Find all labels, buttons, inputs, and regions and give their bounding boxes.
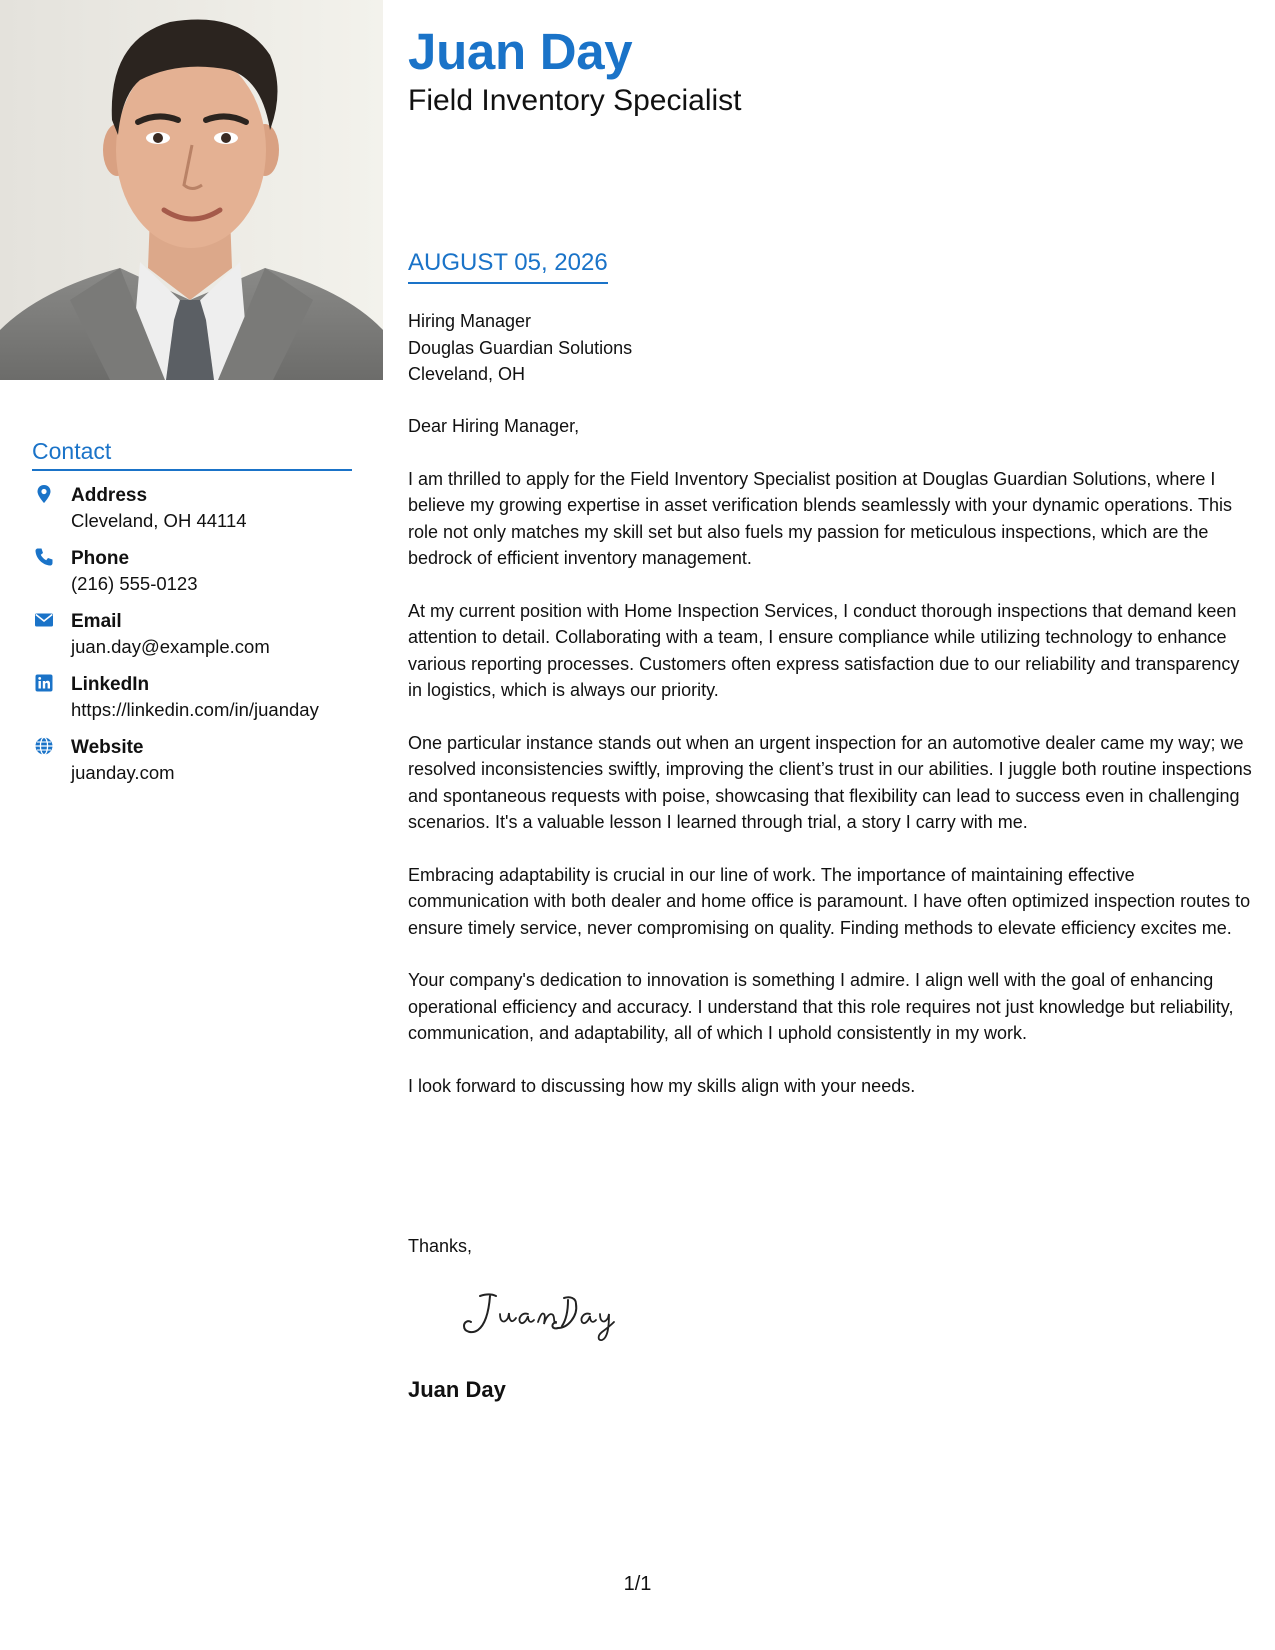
contact-label: Phone	[71, 548, 130, 569]
phone-icon	[34, 547, 54, 567]
contact-label: Website	[71, 737, 144, 758]
profile-photo	[0, 0, 383, 380]
paragraph: One particular instance stands out when an urgent inspection for an automotive dealer came my way; we resolved inconsistencies swiftly, improving the client’s trust in our abilities. I juggle both routine inspections and spontaneous requests with poise, showcasing that flexibility can lead to success even in challenging scenarios. It's a valuable lesson I learned through trial, a story I carry with me.	[408, 732, 1252, 833]
closing: Thanks,	[408, 1236, 473, 1256]
paragraph: I am thrilled to apply for the Field Inventory Specialist position at Douglas Guardian Solutions, where I believe my growing expertise in asset verification blends seamlessly with your dynamic operations. This role not only matches my skill set but also fuels my passion for meticulous inspections, which are the bedrock of efficient inventory management.	[408, 468, 1233, 569]
signer-name: Juan Day	[408, 1377, 506, 1402]
email-link[interactable]: juan.day@example.com	[71, 636, 270, 657]
map-pin-icon	[34, 484, 54, 504]
letter-body	[408, 413, 1253, 1126]
linkedin-link[interactable]: https://linkedin.com/in/juanday	[71, 699, 319, 720]
linkedin-icon	[34, 673, 54, 693]
contact-section	[32, 436, 352, 798]
contact-label: Email	[71, 611, 122, 632]
recipient-company: Douglas Guardian Solutions	[408, 337, 633, 358]
globe-icon	[34, 736, 54, 756]
contact-item-address	[32, 483, 352, 546]
paragraph: Embracing adaptability is crucial in our line of work. The importance of maintaining effective communication with both dealer and home office is paramount. I have often optimized inspection routes to ensure timely service, never compromising on quality. Finding methods to elevate efficiency excites me.	[408, 864, 1251, 938]
applicant-name: Juan Day	[408, 23, 633, 80]
contact-item-linkedin	[32, 672, 352, 735]
paragraph: At my current position with Home Inspection Services, I conduct thorough inspections that demand keen attention to detail. Collaborating with a team, I ensure compliance while utilizing technology to enhance various reporting processes. Customers often express satisfaction due to our reliability and transparency in logistics, which is always our priority.	[408, 600, 1240, 701]
paragraph: I look forward to discussing how my skills align with your needs.	[408, 1076, 916, 1097]
contact-list	[32, 483, 352, 798]
recipient-title: Hiring Manager	[408, 311, 532, 331]
contact-item-website	[32, 735, 352, 798]
website-link[interactable]: juanday.com	[71, 762, 175, 783]
job-title: Field Inventory Specialist	[408, 84, 742, 117]
contact-label: Address	[71, 485, 148, 506]
letter-date: AUGUST 05, 2026	[408, 248, 608, 284]
contact-item-phone	[32, 546, 352, 609]
address-value: Cleveland, OH 44114	[71, 510, 247, 531]
contact-heading: Contact	[32, 436, 352, 471]
page-number: 1/1	[623, 1573, 652, 1595]
recipient-block	[408, 308, 632, 388]
recipient-location: Cleveland, OH	[408, 364, 526, 384]
portrait-photo	[0, 0, 383, 380]
contact-label: LinkedIn	[71, 674, 150, 695]
paragraph: Your company's dedication to innovation is something I admire. I align well with the goal of enhancing operational efficiency and accuracy. I understand that this role requires not just knowledge but reliability, communication, and adaptability, all of which I uphold consistently in my work.	[408, 970, 1234, 1044]
salutation: Dear Hiring Manager,	[408, 416, 580, 436]
phone-value: (216) 555-0123	[71, 573, 198, 594]
handwritten-signature	[452, 1284, 632, 1344]
contact-item-email	[32, 609, 352, 672]
envelope-icon	[34, 610, 54, 630]
